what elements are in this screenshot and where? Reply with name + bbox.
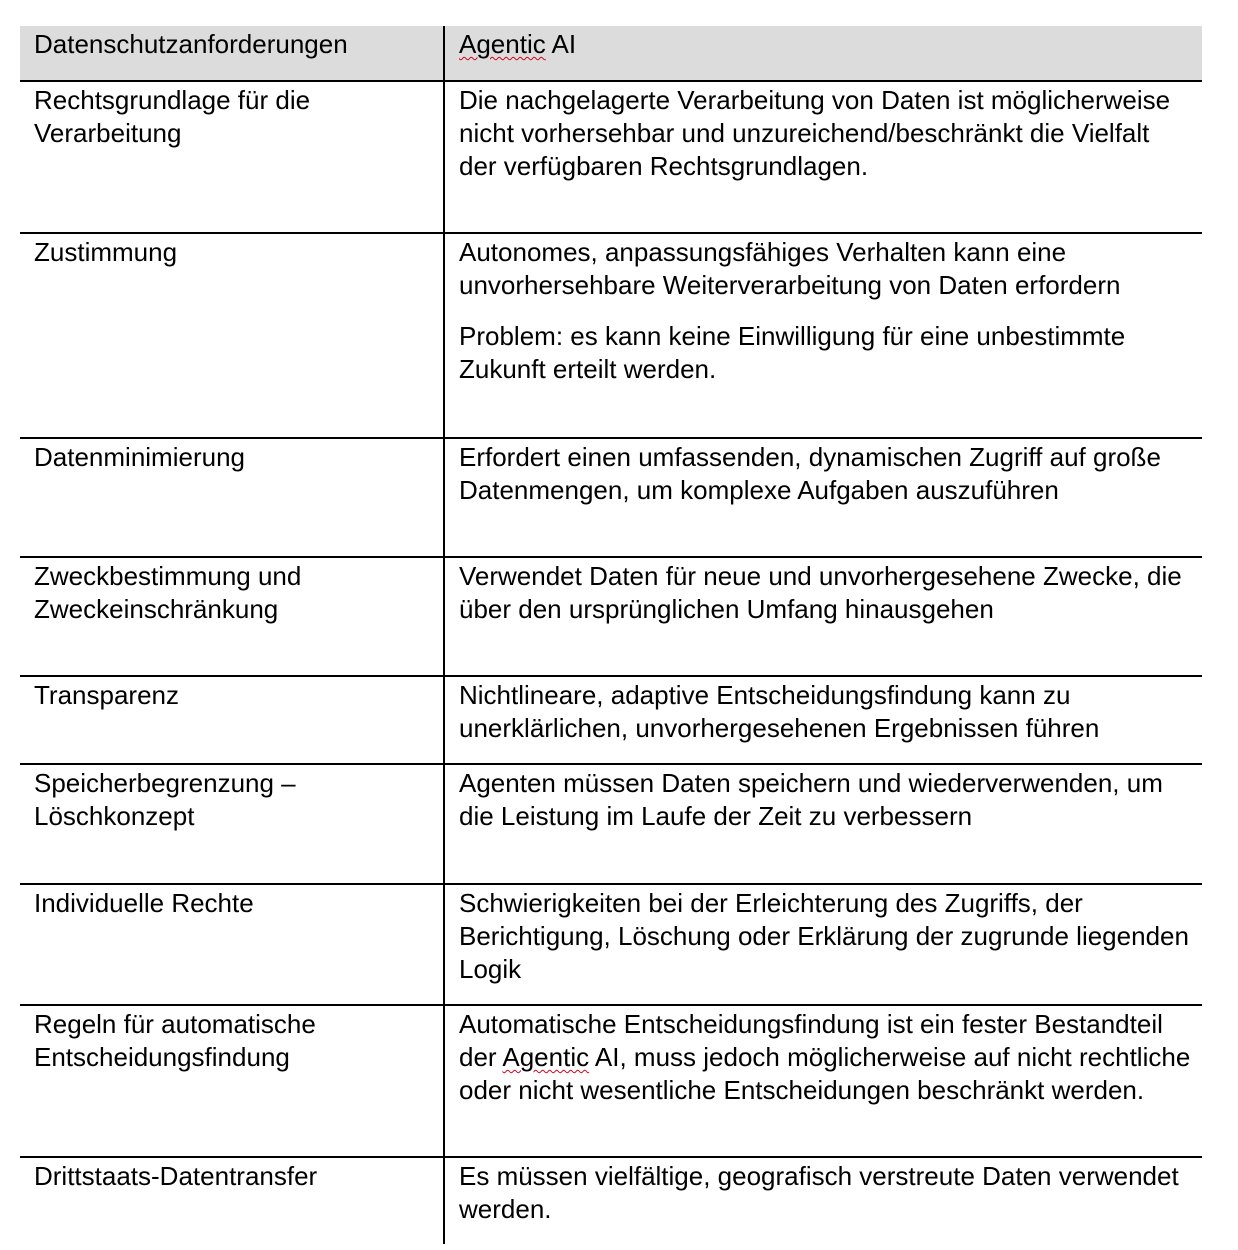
spellcheck-flagged-word: Agentic [502, 1042, 590, 1072]
challenge-cell [444, 438, 1202, 557]
requirement-text: Speicherbegrenzung – Löschkonzept [34, 768, 296, 831]
requirement-cell [20, 438, 444, 557]
table-row [20, 233, 1202, 438]
challenge-text-part: Automatische Entscheidungsfindung ist ein fester Bestandteil der [459, 1009, 1163, 1072]
challenge-cell [444, 233, 1202, 438]
requirement-text: Drittstaats-Datentransfer [34, 1161, 318, 1191]
requirement-text: Transparenz [34, 680, 179, 710]
requirement-cell [20, 884, 444, 1005]
requirement-cell [20, 557, 444, 676]
table-row [20, 764, 1202, 884]
data-protection-table [20, 26, 1202, 1244]
requirement-cell [20, 233, 444, 438]
challenge-cell [444, 81, 1202, 233]
spellcheck-flagged-word: Agentic [459, 29, 546, 59]
table-row [20, 676, 1202, 764]
challenge-text: Es müssen vielfältige, geografisch verstreute Daten verwendet werden. [459, 1161, 1179, 1224]
requirement-cell [20, 764, 444, 884]
challenge-problem-text: Problem: es kann keine Einwilligung für eine unbestimmte Zukunft erteilt werden. [459, 321, 1126, 384]
challenge-text: Die nachgelagerte Verarbeitung von Daten ist möglicherweise nicht vorhersehbar und unzureichend/beschränkt die Vielfalt der verfügbaren Rechtsgrundlagen. [459, 85, 1171, 181]
requirement-text: Rechtsgrundlage für die Verarbeitung [34, 85, 311, 148]
header-requirements [20, 26, 444, 81]
requirement-cell [20, 1005, 444, 1157]
requirement-text: Zustimmung [34, 237, 178, 267]
table-row [20, 1157, 1202, 1244]
requirement-text: Regeln für automatische Entscheidungsfindung [34, 1009, 316, 1072]
challenge-cell [444, 557, 1202, 676]
requirement-text: Zweckbestimmung und Zweckeinschränkung [34, 561, 302, 624]
table-header-row [20, 26, 1202, 81]
challenge-text: Verwendet Daten für neue und unvorhergesehene Zwecke, die über den ursprünglichen Umfang hinausgehen [459, 561, 1182, 624]
challenge-text: Agenten müssen Daten speichern und wiederverwenden, um die Leistung im Laufe der Zeit zu verbessern [459, 768, 1163, 831]
challenge-text: Erfordert einen umfassenden, dynamischen Zugriff auf große Datenmengen, um komplexe Aufgaben auszuführen [459, 442, 1161, 505]
challenge-cell [444, 676, 1202, 764]
requirement-text: Datenminimierung [34, 442, 245, 472]
requirement-cell [20, 81, 444, 233]
challenge-text-part: AI, muss jedoch möglicherweise auf nicht rechtliche oder nicht wesentliche Entscheidungen beschränkt werden. [459, 1042, 1191, 1105]
table-row [20, 557, 1202, 676]
challenge-cell [444, 884, 1202, 1005]
table-row [20, 438, 1202, 557]
table-row [20, 81, 1202, 233]
requirement-cell [20, 1157, 444, 1244]
table-row [20, 1005, 1202, 1157]
table-row [20, 884, 1202, 1005]
challenge-cell [444, 1157, 1202, 1244]
header-agentic-ai-label: AI [545, 29, 577, 59]
challenge-text: Schwierigkeiten bei der Erleichterung des Zugriffs, der Berichtigung, Löschung oder Erklärung der zugrunde liegenden Logik [459, 888, 1189, 984]
challenge-cell [444, 1005, 1202, 1157]
challenge-text: Nichtlineare, adaptive Entscheidungsfindung kann zu unerklärlichen, unvorhergesehenen Ergebnissen führen [459, 680, 1100, 743]
requirement-text: Individuelle Rechte [34, 888, 254, 918]
challenge-text: Autonomes, anpassungsfähiges Verhalten kann eine unvorhersehbare Weiterverarbeitung von Daten erfordern [459, 237, 1121, 300]
header-requirements-label: Datenschutzanforderungen [34, 29, 348, 59]
header-agentic-ai [444, 26, 1202, 81]
requirement-cell [20, 676, 444, 764]
challenge-cell [444, 764, 1202, 884]
challenge-text [459, 1006, 1192, 1125]
